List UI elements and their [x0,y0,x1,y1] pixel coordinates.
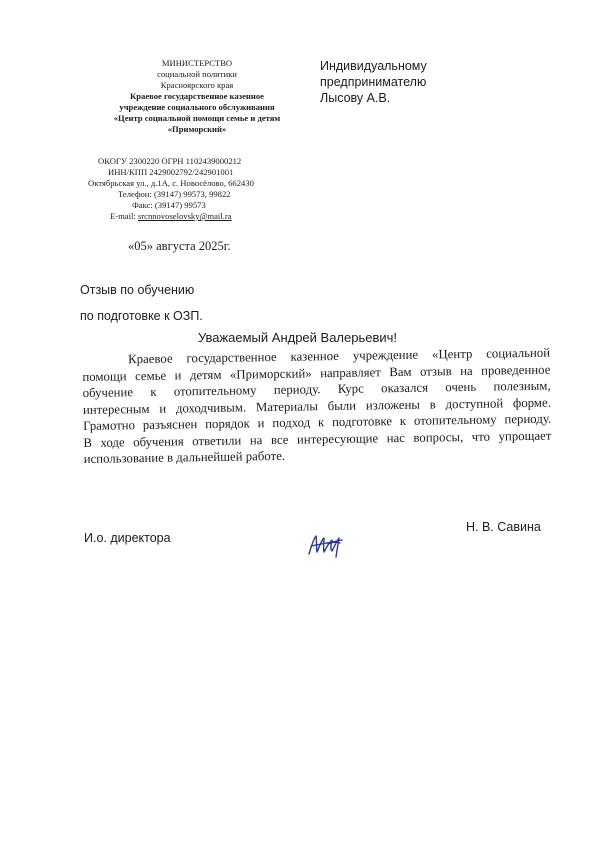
addressee-line-2: предпринимателю [320,75,427,89]
addressee [320,58,427,106]
signer-name: Н. В. Савина [466,520,541,534]
requisites [88,156,308,222]
body-line: В ходе обучения ответили на все интересующие нас вопросы, что упрощает [83,428,552,450]
body-line: Краевое государственное казенное учреждение «Центр социальной [128,345,551,367]
body-line: использование в дальнейшей работе. [83,448,286,466]
addressee-line-3: Лысову А.В. [320,91,391,105]
letterhead [92,58,302,135]
letterhead-org-1: Краевое государственное казенное [130,91,264,101]
requisite-phone: Телефон: (39147) 99573, 99822 [118,189,231,199]
letterhead-org-3: «Центр социальной помощи семье и детям [113,113,281,123]
subject-line-1: Отзыв по обучению [80,283,195,297]
body-line: Грамотно разъяснен порядок и подход к подготовке к отопительному периоду. [83,411,552,433]
signer-role: И.о. директора [84,531,171,545]
letterhead-ministry: МИНИСТЕРСТВО [161,58,233,68]
requisite-email [88,211,308,222]
letterhead-region: Красноярского края [160,80,234,90]
requisite-okogu: ОКОГУ 2300220 ОГРН 1102439000212 [98,156,242,166]
addressee-line-1: Индивидуальному [320,59,427,73]
email-link[interactable]: srcnnovoselovsky@mail.ra [137,211,232,221]
letter-date: «05» августа 2025г. [128,239,231,253]
requisite-fax: Факс: (39147) 99573 [132,200,206,210]
requisite-inn: ИНН/КПП 2429002792/242901001 [108,167,234,177]
handwritten-signature [306,530,350,560]
greeting: Уважаемый Андрей Валерьевич! [197,330,398,345]
letterhead-org-4: «Приморский» [167,124,227,134]
body-line: обучение к отопительному периоду. Курс оказался очень полезным, [82,378,551,400]
body-line: помощи семье и детям «Приморский» направляет Вам отзыв на проведенное [82,362,551,384]
letterhead-org-2: учреждение социального обслуживания [119,102,275,112]
letter-body [82,345,552,468]
email-label: E-mail: [110,211,136,221]
letterhead-ministry-2: социальной политики [157,69,237,79]
subject-line-2: по подготовке к ОЗП. [80,309,203,323]
requisite-address: Октябрьская ул., д.1А, с. Новосёлово, 662430 [88,178,254,188]
body-line: интересным и доходчивым. Материалы были изложены в доступной форме. [82,395,551,417]
